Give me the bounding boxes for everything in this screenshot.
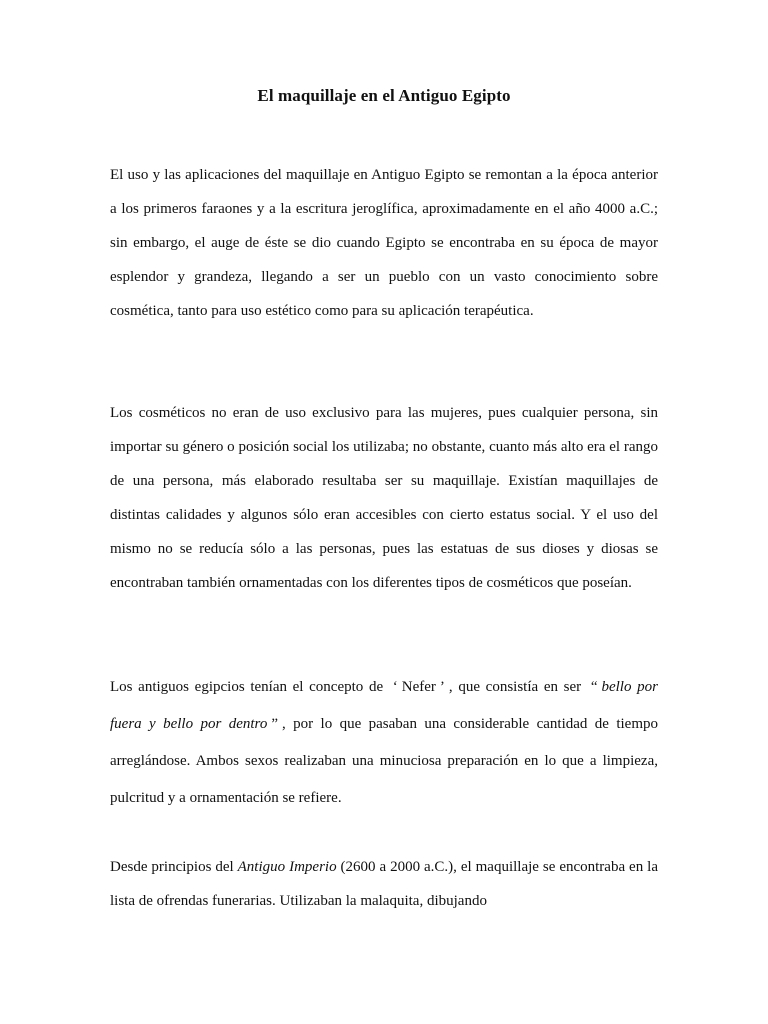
nefer-term: Nefer xyxy=(401,679,436,695)
paragraph-3-text-part1: Los antiguos egipcios tenían el concepto de xyxy=(110,679,389,695)
bello-phrase: bello por fuera y bello por dentro xyxy=(110,679,658,732)
nefer-open-quote: ‘ xyxy=(392,679,398,695)
paragraph-4-text-part1: Desde principios del xyxy=(110,859,238,875)
paragraph-3-text-part3: , por lo que pasaban una considerable cantidad de tiempo arreglándose. Ambos sexos realizaban una minuciosa preparación en lo que a limpieza, pulcritud y a ornamentación se refiere. xyxy=(110,716,658,806)
antiguo-imperio-term: Antiguo Imperio xyxy=(237,859,337,875)
paragraph-1: El uso y las aplicaciones del maquillaje en Antiguo Egipto se remontan a la época anterior a los primeros faraones y a la escritura jeroglífica, aproximadamente en el año 4000 a.C.; sin embargo, el auge de éste se dio cuando Egipto se encontraba en su época de mayor esplendor y grandeza, llegando a ser un pueblo con un vasto conocimiento sobre cosmética, tanto para uso estético como para su aplicación terapéutica. xyxy=(110,167,658,319)
paragraph-3 xyxy=(110,669,658,817)
paragraph-2: Los cosméticos no eran de uso exclusivo para las mujeres, pues cualquier persona, sin importar su género o posición social los utilizaba; no obstante, cuanto más alto era el rango de una persona, más elaborado resultaba ser su maquillaje. Existían maquillajes de distintas calidades y algunos sólo eran accesibles con cierto estatus social. Y el uso del mismo no se reducía sólo a las personas, pues las estatuas de sus dioses y diosas se encontraban también ornamentadas con los diferentes tipos de cosméticos que poseían. xyxy=(110,405,658,591)
nefer-close-quote: ’ xyxy=(439,679,445,695)
bello-close-quote: ” xyxy=(271,716,278,732)
paragraph-4 xyxy=(110,850,658,918)
paragraph-4-text-part2: (2600 a 2000 a.C.), el maquillaje se encontraba en la lista de ofrendas funerarias. Utilizaban la malaquita, dibujando xyxy=(110,859,658,909)
paragraph-3-text-part2: , que consistía en ser xyxy=(448,679,587,695)
document-title: El maquillaje en el Antiguo Egipto xyxy=(257,86,511,105)
bello-open-quote: “ xyxy=(590,679,598,695)
